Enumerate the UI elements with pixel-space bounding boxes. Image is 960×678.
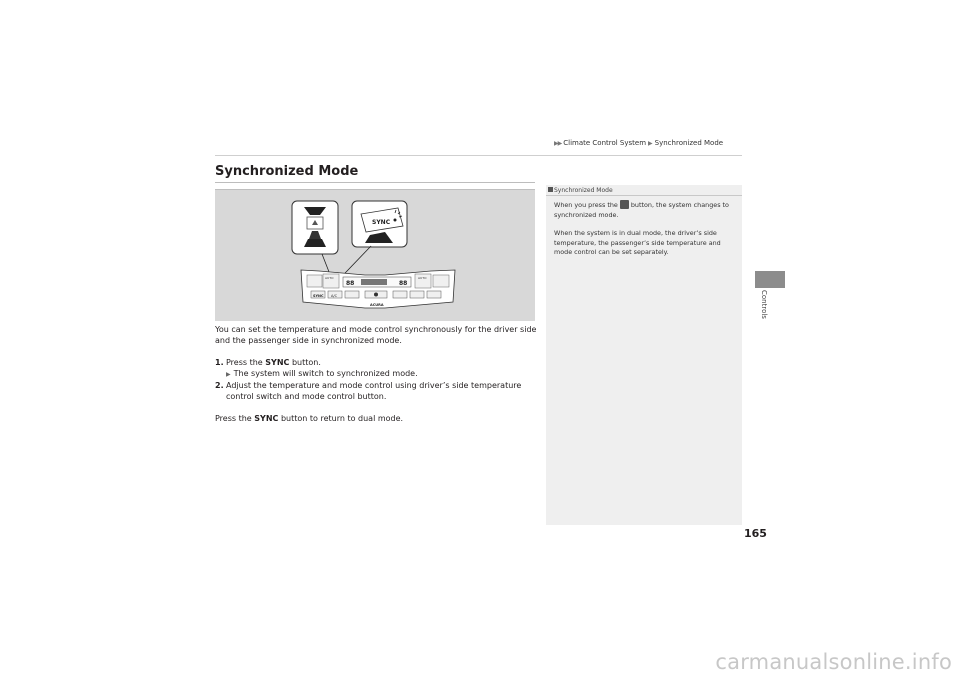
- breadcrumb-arrow-icon: ▶▶: [554, 140, 562, 147]
- closing-paragraph: [215, 413, 537, 424]
- step-1-sync-label: SYNC: [265, 358, 290, 367]
- note-heading-text: Synchronized Mode: [554, 187, 613, 194]
- note-rule: [546, 195, 742, 196]
- note-marker-icon: [548, 187, 553, 192]
- body-text: [215, 324, 537, 424]
- step-1-text-after: button.: [289, 358, 321, 367]
- intro-paragraph: You can set the temperature and mode control synchronously for the driver side and the passenger side in synchronized mode.: [215, 325, 537, 345]
- breadcrumb-separator-icon: ▶: [648, 140, 653, 147]
- note-heading: [548, 187, 613, 194]
- watermark: carmanualsonline.info: [715, 650, 952, 674]
- step-2-text: Adjust the temperature and mode control using driver’s side temperature control switch and mode control button.: [226, 381, 522, 401]
- breadcrumb-item-synchronized[interactable]: Synchronized Mode: [654, 139, 724, 147]
- display-left-temp: 88: [346, 280, 355, 287]
- title-underline: [215, 182, 535, 183]
- chapter-tab[interactable]: [755, 271, 785, 288]
- note-paragraph-2: When the system is in dual mode, the driver’s side temperature, the passenger’s side temperature and mode control can be set separately.: [554, 229, 721, 256]
- section-title: Synchronized Mode: [215, 164, 359, 179]
- page-number: 165: [744, 527, 767, 540]
- breadcrumb: [554, 139, 723, 147]
- step-1-result: [215, 368, 537, 380]
- auto-right-label: AUTO: [418, 276, 427, 280]
- climate-panel-illustration: [215, 190, 535, 321]
- display-right-temp: 88: [399, 280, 408, 287]
- step-2-number: 2.: [215, 381, 224, 390]
- callout-sync-label: SYNC: [372, 219, 391, 226]
- sync-button-callout: [352, 201, 407, 247]
- closing-text-before: Press the: [215, 414, 255, 423]
- note-p1-before: When you press the: [554, 201, 620, 209]
- panel-ac-label: A/C: [331, 294, 338, 298]
- closing-sync-label: SYNC: [254, 414, 279, 423]
- step-1: [215, 357, 537, 368]
- result-arrow-icon: ▶: [226, 371, 231, 378]
- note-body: [554, 200, 738, 258]
- header-rule: [215, 155, 742, 156]
- note-paragraph-1: [554, 200, 738, 220]
- climate-control-panel: [301, 270, 455, 308]
- step-1-text-before: Press the: [226, 358, 266, 367]
- step-1-number: 1.: [215, 358, 224, 367]
- chapter-tab-label: Controls: [760, 290, 768, 319]
- mode-button-callout: [292, 201, 338, 254]
- closing-text-after: button to return to dual mode.: [278, 414, 404, 423]
- sync-button-icon: [620, 200, 629, 209]
- step-1-result-text: The system will switch to synchronized mode.: [233, 369, 418, 378]
- auto-left-label: AUTO: [325, 276, 334, 280]
- climate-panel-figure: [215, 189, 535, 321]
- panel-sync-label: SYNC: [313, 294, 324, 298]
- panel-brand-label: ACURA: [370, 303, 384, 307]
- breadcrumb-item-climate[interactable]: Climate Control System: [563, 139, 647, 147]
- step-2: [215, 380, 537, 402]
- note-p1-after: button, the system changes to synchronized mode.: [554, 201, 729, 219]
